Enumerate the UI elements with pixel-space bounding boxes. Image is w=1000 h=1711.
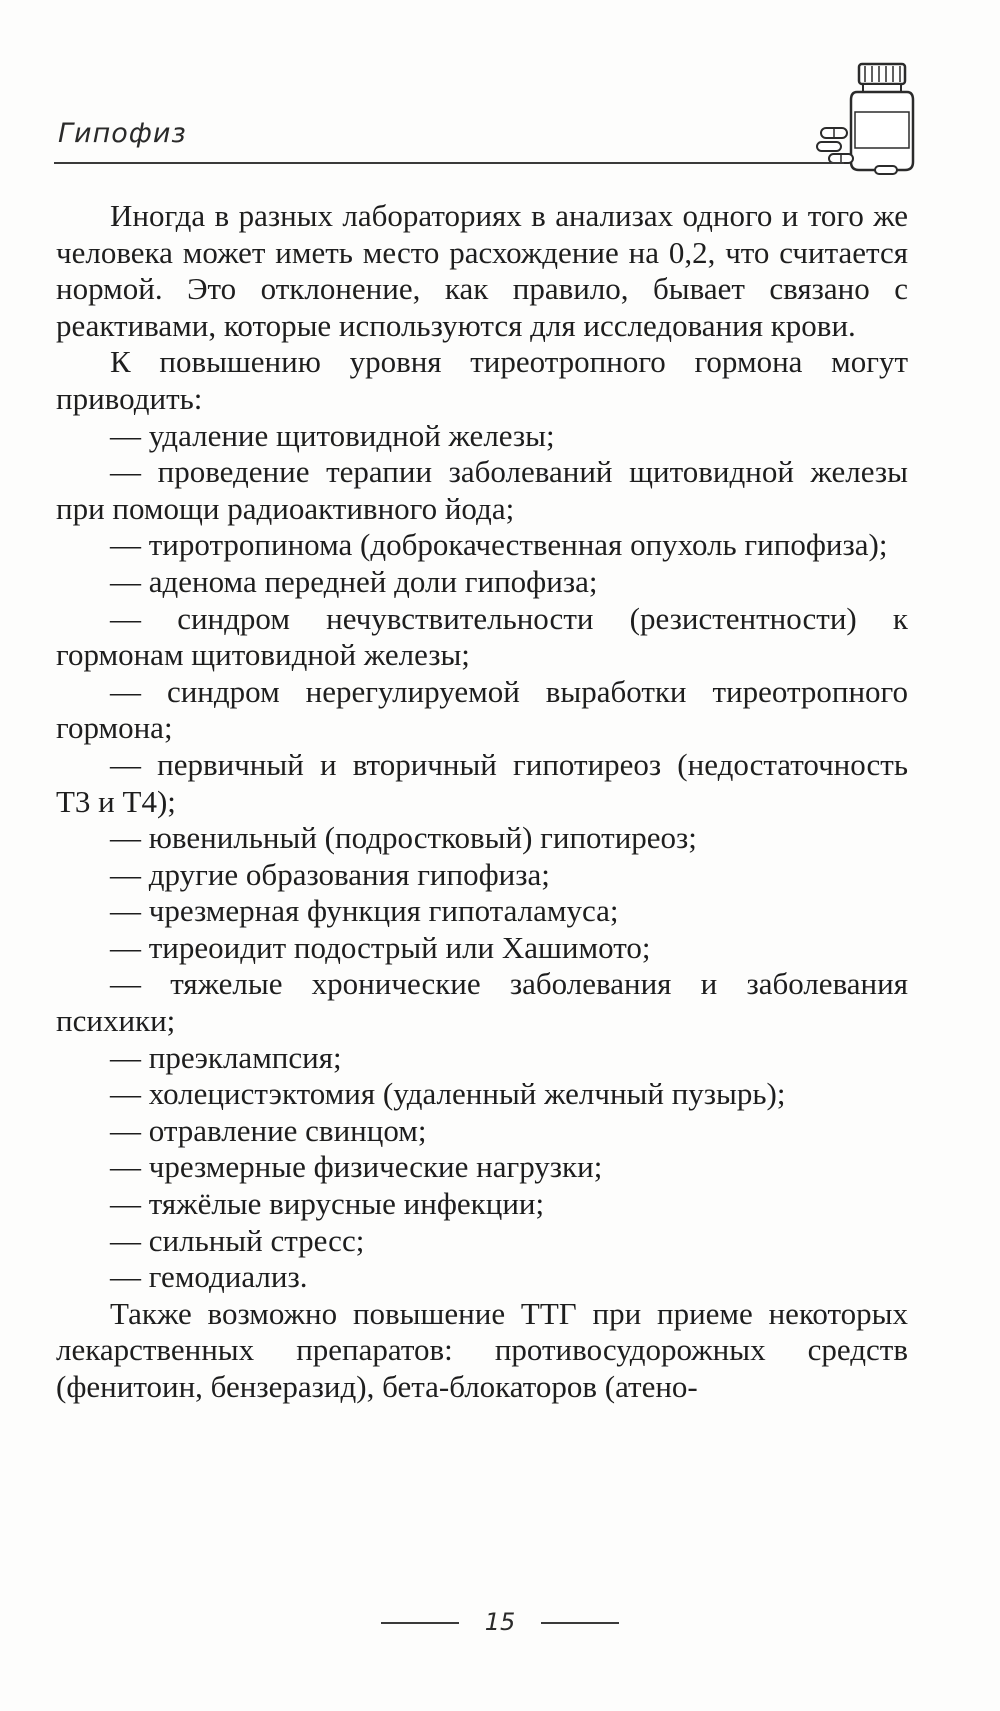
footer-rule-left [381,1622,459,1624]
list-item: — другие образования гипофиза; [110,856,550,892]
list-item: — чрезмерные физические нагрузки; [110,1149,603,1185]
footer-rule-right [541,1622,619,1624]
list-item: — тяжелые хронические заболевания и заболевания психики; [56,966,908,1039]
list-item: — гемодиализ. [110,1259,308,1295]
list-item: — отравление свинцом; [110,1112,427,1148]
page-number: 15 [484,1608,516,1636]
list-item: — чрезмерная функция гипоталамуса; [110,893,619,929]
list-item: — тиреоидит подострый или Хашимото; [110,929,651,965]
body-text [56,198,908,1406]
list-item: — синдром нерегулируемой выработки тиреотропного гормона; [56,673,908,746]
list-item: — сильный стресс; [110,1222,365,1258]
list-item: — тиротропинома (доброкачественная опухоль гипофиза); [110,527,888,563]
list-item: — проведение терапии заболеваний щитовидной железы при помощи радиоактивного йода; [56,454,908,526]
list-item: — преэклампсия; [110,1039,342,1075]
paragraph-tsh-causes-intro: К повышению уровня тиреотропного гормона могут приводить: [56,344,908,416]
list-item: — синдром нечувствительности (резистентности) к гормонам щитовидной железы; [56,600,908,673]
running-title: Гипофиз [58,118,187,149]
paragraph-lab-variation: Иногда в разных лабораториях в анализах одного и того же человека может иметь место расхождение на 0,2, что считается нормой. Это отклонение, как правило, бывает связано с реактивами, которые используются для исследования крови. [56,198,908,343]
list-item: — удаление щитовидной железы; [110,417,555,453]
paragraph-medications: Также возможно повышение ТТГ при приеме некоторых лекарственных препаратов: противосудорожных средств (фенитоин, бензеразид), бета-блокаторов (атено- [56,1295,908,1404]
header-rule [54,162,844,164]
pill-bottle-icon [815,62,935,177]
list-item: — холецистэктомия (удаленный желчный пузырь); [110,1076,786,1112]
list-item: — ювенильный (подростковый) гипотиреоз; [110,820,697,856]
list-item: — аденома передней доли гипофиза; [110,563,598,599]
page-footer [0,1608,1000,1636]
list-item: — первичный и вторичный гипотиреоз (недостаточность Т3 и Т4); [56,746,908,819]
list-item: — тяжёлые вирусные инфекции; [110,1186,545,1222]
